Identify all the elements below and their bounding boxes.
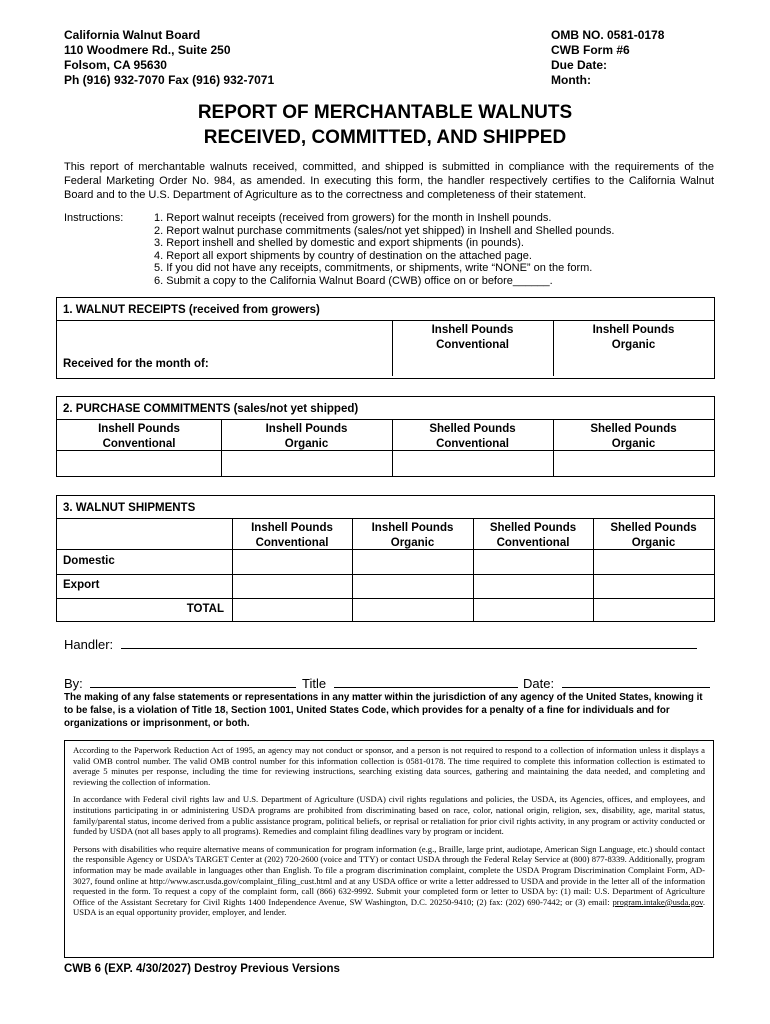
form-info xyxy=(551,28,664,88)
form-footer: CWB 6 (EXP. 4/30/2027) Destroy Previous Versions xyxy=(64,963,340,975)
row-total-label: TOTAL xyxy=(186,603,224,615)
s3-col-inshell-organic: Inshell Pounds Organic xyxy=(371,522,454,549)
paperwork-reduction-notice: According to the Paperwork Reduction Act of 1995, an agency may not conduct or sponsor, and a person is not required to respond to a collection of information unless it displays a valid OMB control number. The valid OMB control number for this information collection is 0581-0178. The time required to complete this information collection is estimated to average 5 minutes per response, including the time for reviewing instructions, searching existing data sources, gathering and maintaining the data needed, and completing and reviewing the collection of information. xyxy=(73,745,705,787)
instruction-item: 6. Submit a copy to the California Walnut Board (CWB) office on or before______. xyxy=(154,274,553,287)
s1-input-inshell-conventional[interactable] xyxy=(393,354,552,376)
instruction-item: 1. Report walnut receipts (received from growers) for the month in Inshell pounds. xyxy=(154,212,552,224)
organization-address xyxy=(64,28,274,88)
false-statement-warning: The making of any false statements or representations in any matter within the jurisdiction of any agency of the United States, knowing it to be false, is a violation of Title 18, Section 1001, United States Code, which provides for a penalty of a fine for individuals and for organizations or imprisonment, or both. xyxy=(64,692,703,729)
by-line xyxy=(64,673,296,691)
page-title xyxy=(0,100,770,150)
title-line-2: RECEIVED, COMMITTED, AND SHIPPED xyxy=(203,127,567,148)
s1-col-inshell-conventional: Inshell Pounds Conventional xyxy=(431,324,514,351)
s3-input-cells[interactable] xyxy=(233,550,713,620)
title-label: Title xyxy=(302,676,327,691)
section-purchase-commitments xyxy=(56,396,715,477)
org-name: California Walnut Board xyxy=(64,28,201,42)
instruction-item: 4. Report all export shipments by country of destination on the attached page. xyxy=(154,249,532,262)
received-month-label: Received for the month of: xyxy=(63,358,209,370)
s2-col-shelled-conventional: Shelled Pounds Conventional xyxy=(429,423,516,450)
usda-email-link[interactable]: program.intake@usda.gov xyxy=(612,896,703,907)
s1-input-inshell-organic[interactable] xyxy=(554,354,713,376)
row-domestic-label: Domestic xyxy=(63,555,115,567)
omb-number: OMB NO. 0581-0178 xyxy=(551,28,665,42)
s3-col-shelled-organic: Shelled Pounds Organic xyxy=(610,522,697,549)
section-walnut-receipts xyxy=(56,297,715,379)
handler-label: Handler: xyxy=(64,637,114,652)
s2-col-inshell-conventional: Inshell Pounds Conventional xyxy=(98,423,180,450)
s2-input-shelled-organic[interactable] xyxy=(554,451,713,475)
org-city: Folsom, CA 95630 xyxy=(64,58,167,72)
form-number: CWB Form #6 xyxy=(551,43,630,57)
org-phone: Ph (916) 932-7070 Fax (916) 932-7071 xyxy=(64,73,275,87)
title-line xyxy=(302,673,518,691)
by-input[interactable] xyxy=(90,673,296,688)
instruction-item: 5. If you did not have any receipts, commitments, or shipments, write “NONE” on the form. xyxy=(154,262,593,275)
intro-paragraph: This report of merchantable walnuts received, committed, and shipped is submitted in compliance with the requirements of the Federal Marketing Order No. 984, as amended. In executing this form, the handler respectively certifies to the California Walnut Board and to the U.S. Department of Agriculture as to the correctness and completeness of their statement. xyxy=(64,161,714,201)
date-line xyxy=(523,673,710,691)
s2-input-inshell-conventional[interactable] xyxy=(58,451,220,475)
by-label: By: xyxy=(64,676,83,691)
s2-input-shelled-conventional[interactable] xyxy=(393,451,552,475)
org-street: 110 Woodmere Rd., Suite 250 xyxy=(64,43,231,57)
title-line-1: REPORT OF MERCHANTABLE WALNUTS xyxy=(197,102,573,123)
instruction-item: 2. Report walnut purchase commitments (sales/not yet shipped) in Inshell and Shelled pounds. xyxy=(154,224,615,237)
month-label: Month: xyxy=(551,73,591,87)
section-2-title: 2. PURCHASE COMMITMENTS (sales/not yet shipped) xyxy=(63,403,359,415)
row-export-label: Export xyxy=(63,579,100,591)
s2-input-inshell-organic[interactable] xyxy=(222,451,391,475)
date-label: Date: xyxy=(523,676,555,691)
s3-col-inshell-conventional: Inshell Pounds Conventional xyxy=(251,522,333,549)
handler-line xyxy=(64,634,697,652)
s3-col-shelled-conventional: Shelled Pounds Conventional xyxy=(489,522,577,549)
civil-rights-notice: In accordance with Federal civil rights law and U.S. Department of Agriculture (USDA) civil rights regulations and policies, the USDA, its Agencies, offices, and employees, and institutions participating in or administering USDA programs are prohibited from discriminating based on race, color, national origin, religion, sex, disability, age, marital status, family/parental status, income derived from a public assistance program, political beliefs, or reprisal or retaliation for prior civil rights activity, in any program or activity conducted or funded by USDA (not all bases apply to all programs). Remedies and complaint filing deadlines vary by program or incident. xyxy=(73,794,705,837)
s1-col-inshell-organic: Inshell Pounds Organic xyxy=(592,324,675,351)
legal-notice-box xyxy=(64,740,714,958)
disability-notice: Persons with disabilities who require alternative means of communication for program information (e.g., Braille, large print, audiotape, American Sign Language, etc.) should contact the responsible Agency or USDA’s TARGET Center at (202) 720-2600 (voice and TTY) or contact USDA through the Federal Relay Service at (800) 877-8339. Additionally, program information may be made available in languages other than English. To file a program discrimination complaint, complete the USDA Program Discrimination Complaint Form, AD-3027, found online at http://www.ascr.usda.gov/complaint_filing_cust.html and at any USDA office or write a letter addressed to USDA and provide in the letter all of the information requested in the form. To request a copy of the complaint form, call (866) 632-9992. Submit your completed form or letter to USDA by: (1) mail: U.S. Department of Agriculture Office of the Assistant Secretary for Civil Rights 1400 Independence Avenue, SW Washington, D.C. 20250-9410; (2) fax: (202) 690-7442; or (3) email: program.intake@usda.gov. USDA is an equal opportunity provider, employer, and lender. xyxy=(73,843,705,918)
section-3-title: 3. WALNUT SHIPMENTS xyxy=(63,502,196,514)
date-input[interactable] xyxy=(562,673,710,688)
instructions-list xyxy=(154,212,714,288)
title-input[interactable] xyxy=(334,673,518,688)
s2-col-shelled-organic: Shelled Pounds Organic xyxy=(590,423,677,450)
section-walnut-shipments xyxy=(56,495,715,622)
s2-col-inshell-organic: Inshell Pounds Organic xyxy=(265,423,348,450)
due-date-label: Due Date: xyxy=(551,58,608,72)
instructions-label: Instructions: xyxy=(64,212,124,224)
handler-input[interactable] xyxy=(121,634,697,649)
section-1-title: 1. WALNUT RECEIPTS (received from growers) xyxy=(63,304,320,316)
instruction-item: 3. Report inshell and shelled by domestic and export shipments (in pounds). xyxy=(154,237,524,250)
